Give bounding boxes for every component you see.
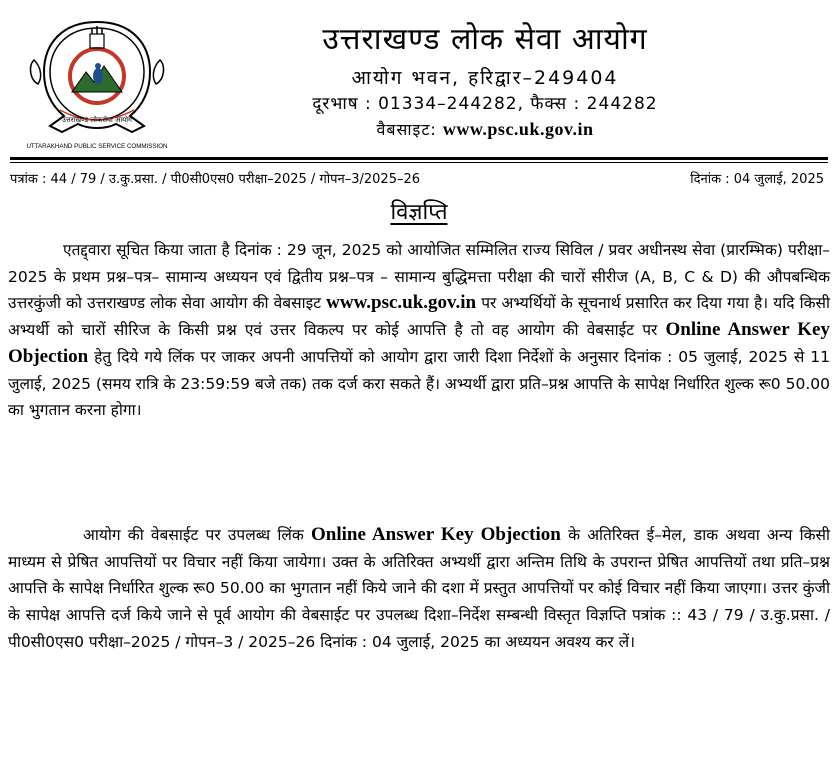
p2-text-1: आयोग की वेबसाईट पर उपलब्ध लिंक [83, 526, 304, 544]
p1-text-3: हेतु दिये गये लिंक पर जाकर अपनी आपत्तियों को आयोग द्वारा जारी दिशा निर्देशों के अनुसार दिनांक : 05 जुलाई, 2025 से 11 जुलाई, 2025 (समय रात्रि के 23:59:59 बजे तक) तक दर्ज करा सकते हैं। अभ्यर्थी द्वारा प्रति–प्रश्न आपत्ति के सापेक्ष निर्धारित शुल्क रू0 50.00 का भुगतान करना होगा। [8, 347, 830, 420]
commission-address: आयोग भवन, हरिद्वार–249404 [351, 67, 619, 89]
header-rule-thin [10, 162, 828, 163]
emblem-icon [22, 14, 172, 154]
notice-paragraph-2 [8, 522, 830, 656]
commission-title: उत्तराखण्ड लोक सेवा आयोग [322, 22, 648, 57]
commission-website [185, 118, 785, 141]
p1-website-link[interactable]: www.psc.uk.gov.in [326, 292, 477, 314]
p2-text-2: के अतिरिक्त ई–मेल, डाक अथवा अन्य किसी माध्यम से प्रेषित आपत्तियों पर विचार नहीं किया जायेगा। उक्त के अतिरिक्त अभ्यर्थी द्वारा अन्तिम तिथि के उपरान्त प्रेषित आपत्तियों तथा प्रति–प्रश्न आपत्ति के सापेक्ष निर्धारित शुल्क रू0 50.00 का भुगतान नहीं किये जाने की दशा में प्रस्तुत आपत्तियों पर कोई विचार नहीं किया जाएगा। उत्तर कुंजी के सापेक्ष आपत्ति दर्ज किये जाने से पूर्व आयोग की वेबसाईट पर उपलब्ध दिशा–निर्देश सम्बन्धी विस्तृत विज्ञप्ति पत्रांक :: 43 / 79 / उ.कु.प्रसा. / पी0सी0एस0 परीक्षा–2025 / गोपन–3 / 2025–26 दिनांक : 04 जुलाई, 2025 का अध्ययन अवश्य कर लें। [8, 526, 830, 651]
logo-motto: उत्तराखण्ड लोकसेवा आयोग [62, 116, 132, 124]
notice-heading-text: विज्ञप्ति [390, 200, 448, 225]
p2-objection-link[interactable]: Online Answer Key Objection [311, 524, 561, 545]
p1-objection-link[interactable]: Online Answer Key Objection [8, 319, 830, 367]
website-link[interactable]: www.psc.uk.gov.in [442, 119, 594, 139]
website-label: वैबसाइट: [376, 120, 437, 139]
commission-logo [22, 14, 172, 154]
notice-paragraph-1 [8, 237, 830, 424]
commission-phone: दूरभाष : 01334–244282, फैक्स : 244282 [312, 94, 658, 114]
notice-date: दिनांक : 04 जुलाई, 2025 [690, 172, 824, 187]
reference-number: पत्रांक : 44 / 79 / उ.कु.प्रसा. / पी0सी0एस0 परीक्षा–2025 / गोपन–3/2025–26 [10, 172, 421, 187]
p1-text-1: एतद्द्वारा सूचित किया जाता है दिनांक : 29 जून, 2025 को आयोजित सम्मिलित राज्य सिविल / प्रवर अधीनस्थ सेवा (प्रारम्भिक) परीक्षा–2025 के प्रथम प्रश्न–पत्र– सामान्य अध्ययन एवं द्वितीय प्रश्न–पत्र – सामान्य बुद्धिमत्ता परीक्षा की चारों सीरीज (A, B, C & D) की औपबन्धिक उत्तरकुंजी को उत्तराखण्ड लोक सेवा आयोग की वेबसाइट [8, 241, 830, 313]
p1-text-2: पर अभ्यर्थियों के सूचनार्थ प्रसारित कर दिया गया है। यदि किसी अभ्यर्थी को चारों सीरिज के किसी प्रश्न एवं उत्तर विकल्प पर कोई आपत्ति है तो वह आयोग की वेबसाईट पर [8, 294, 830, 340]
notice-heading [0, 198, 838, 228]
header-rule-thick [10, 157, 828, 160]
logo-caption: UTTARAKHAND PUBLIC SERVICE COMMISSION [26, 143, 168, 150]
